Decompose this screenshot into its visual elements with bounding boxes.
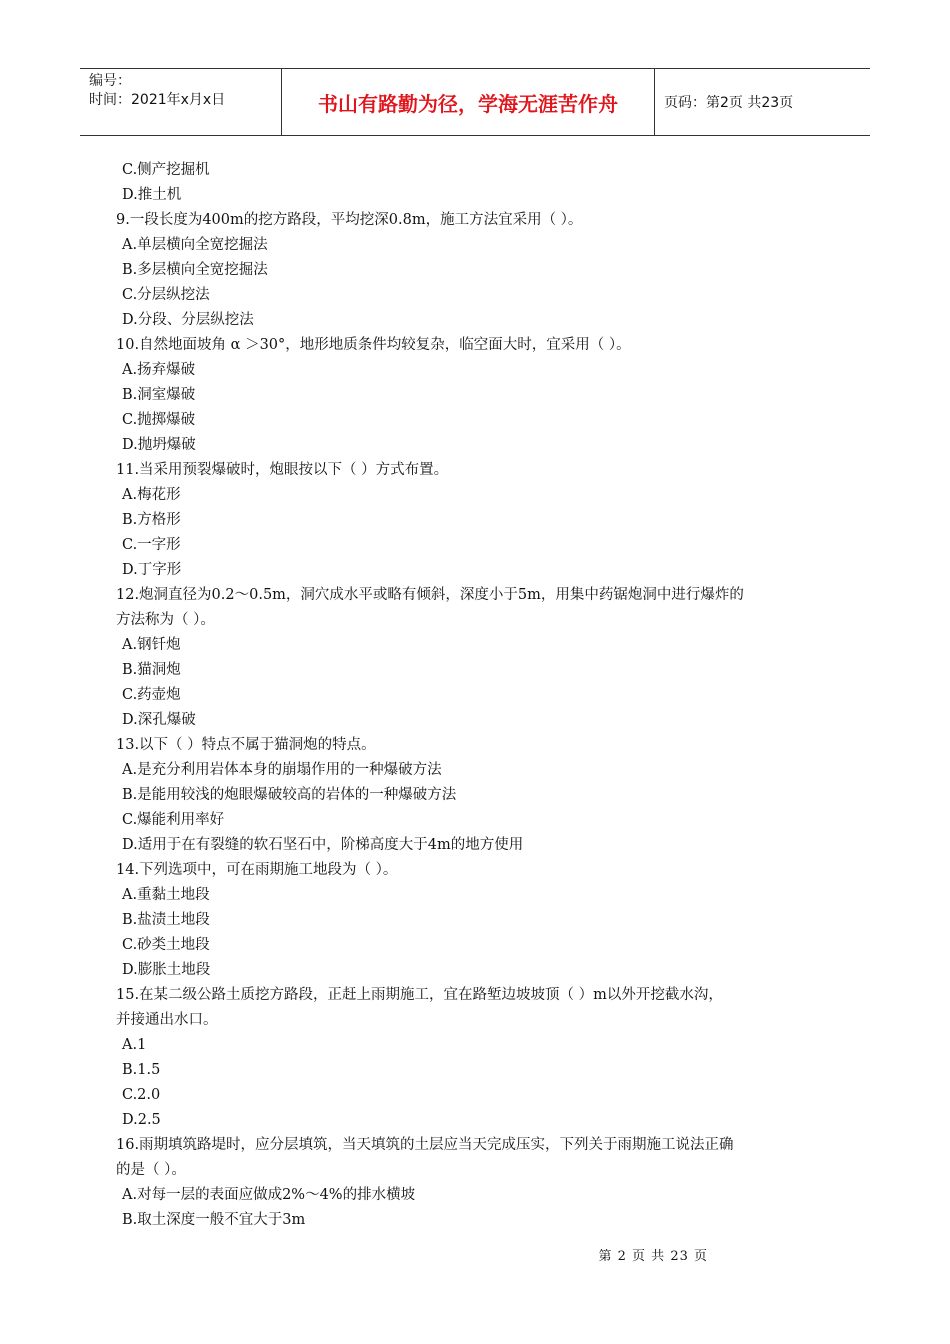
answer-option: A.是充分利用岩体本身的崩塌作用的一种爆破方法 [122,762,442,778]
answer-option: B.多层横向全宽挖掘法 [122,262,268,278]
answer-option: D.丁字形 [122,562,182,578]
question-text: 方法称为（ ）。 [116,612,215,628]
question-text: 并接通出水口。 [116,1012,218,1028]
question-text: 15.在某二级公路土质挖方路段，正赶上雨期施工，宜在路堑边坡坡顶（ ）m以外开挖截水沟， [116,987,723,1003]
answer-option: B.取土深度一般不宜大于3m [122,1212,306,1228]
document-body [116,158,836,1233]
page-footer [0,1245,950,1264]
answer-option: D.2.5 [122,1112,161,1128]
answer-option: C.爆能利用率好 [122,812,225,828]
header-motto: 书山有路勤为径，学海无涯苦作舟 [282,69,655,135]
question-text: 9.一段长度为400m的挖方路段，平均挖深0.8m，施工方法宜采用（ ）。 [116,212,583,228]
answer-option: D.深孔爆破 [122,712,196,728]
question-text: 14.下列选项中，可在雨期施工地段为（ ）。 [116,862,398,878]
answer-option: A.单层横向全宽挖掘法 [122,237,268,253]
question-text: 16.雨期填筑路堤时，应分层填筑，当天填筑的土层应当天完成压实，下列关于雨期施工说法正确 [116,1137,734,1153]
answer-option: C.抛掷爆破 [122,412,196,428]
answer-option: C.药壶炮 [122,687,181,703]
answer-option: A.重黏土地段 [122,887,210,903]
answer-option: B.洞室爆破 [122,387,196,403]
question-text: 的是（ ）。 [116,1162,186,1178]
answer-option: A.扬弃爆破 [122,362,196,378]
header-meta [80,69,282,135]
header-time-label: 时间：2021年x月x日 [89,92,226,108]
page-header [80,68,870,136]
footer-page-number: 第 2 页 共 23 页 [598,1249,708,1264]
answer-option: D.抛坍爆破 [122,437,196,453]
answer-option: A.梅花形 [122,487,181,503]
question-text: 11.当采用预裂爆破时，炮眼按以下（ ）方式布置。 [116,462,449,478]
answer-option: D.分段、分层纵挖法 [122,312,254,328]
header-number-label: 编号： [89,73,131,89]
question-text: 13.以下（ ）特点不属于猫洞炮的特点。 [116,737,376,753]
answer-option: D.推土机 [122,187,182,203]
answer-option: A.1 [122,1037,147,1053]
answer-option: B.盐渍土地段 [122,912,210,928]
answer-option: A.对每一层的表面应做成2%～4%的排水横坡 [122,1187,416,1203]
answer-option: B.方格形 [122,512,181,528]
answer-option: B.是能用较浅的炮眼爆破较高的岩体的一种爆破方法 [122,787,457,803]
answer-option: C.2.0 [122,1087,161,1103]
answer-option: D.膨胀土地段 [122,962,211,978]
answer-option: C.砂类土地段 [122,937,210,953]
question-text: 12.炮洞直径为0.2～0.5m，洞穴成水平或略有倾斜，深度小于5m，用集中药锯炮洞中进行爆炸的 [116,587,744,603]
answer-option: D.适用于在有裂缝的软石坚石中，阶梯高度大于4m的地方使用 [122,837,524,853]
answer-option: A.钢钎炮 [122,637,181,653]
answer-option: C.一字形 [122,537,181,553]
header-page-info: 页码：第2页 共23页 [664,95,794,111]
answer-option: B.猫洞炮 [122,662,181,678]
question-text: 10.自然地面坡角 α ＞30°，地形地质条件均较复杂，临空面大时，宜采用（ ）。 [116,337,631,353]
answer-option: C.侧产挖掘机 [122,162,210,178]
answer-option: B.1.5 [122,1062,161,1078]
answer-option: C.分层纵挖法 [122,287,210,303]
